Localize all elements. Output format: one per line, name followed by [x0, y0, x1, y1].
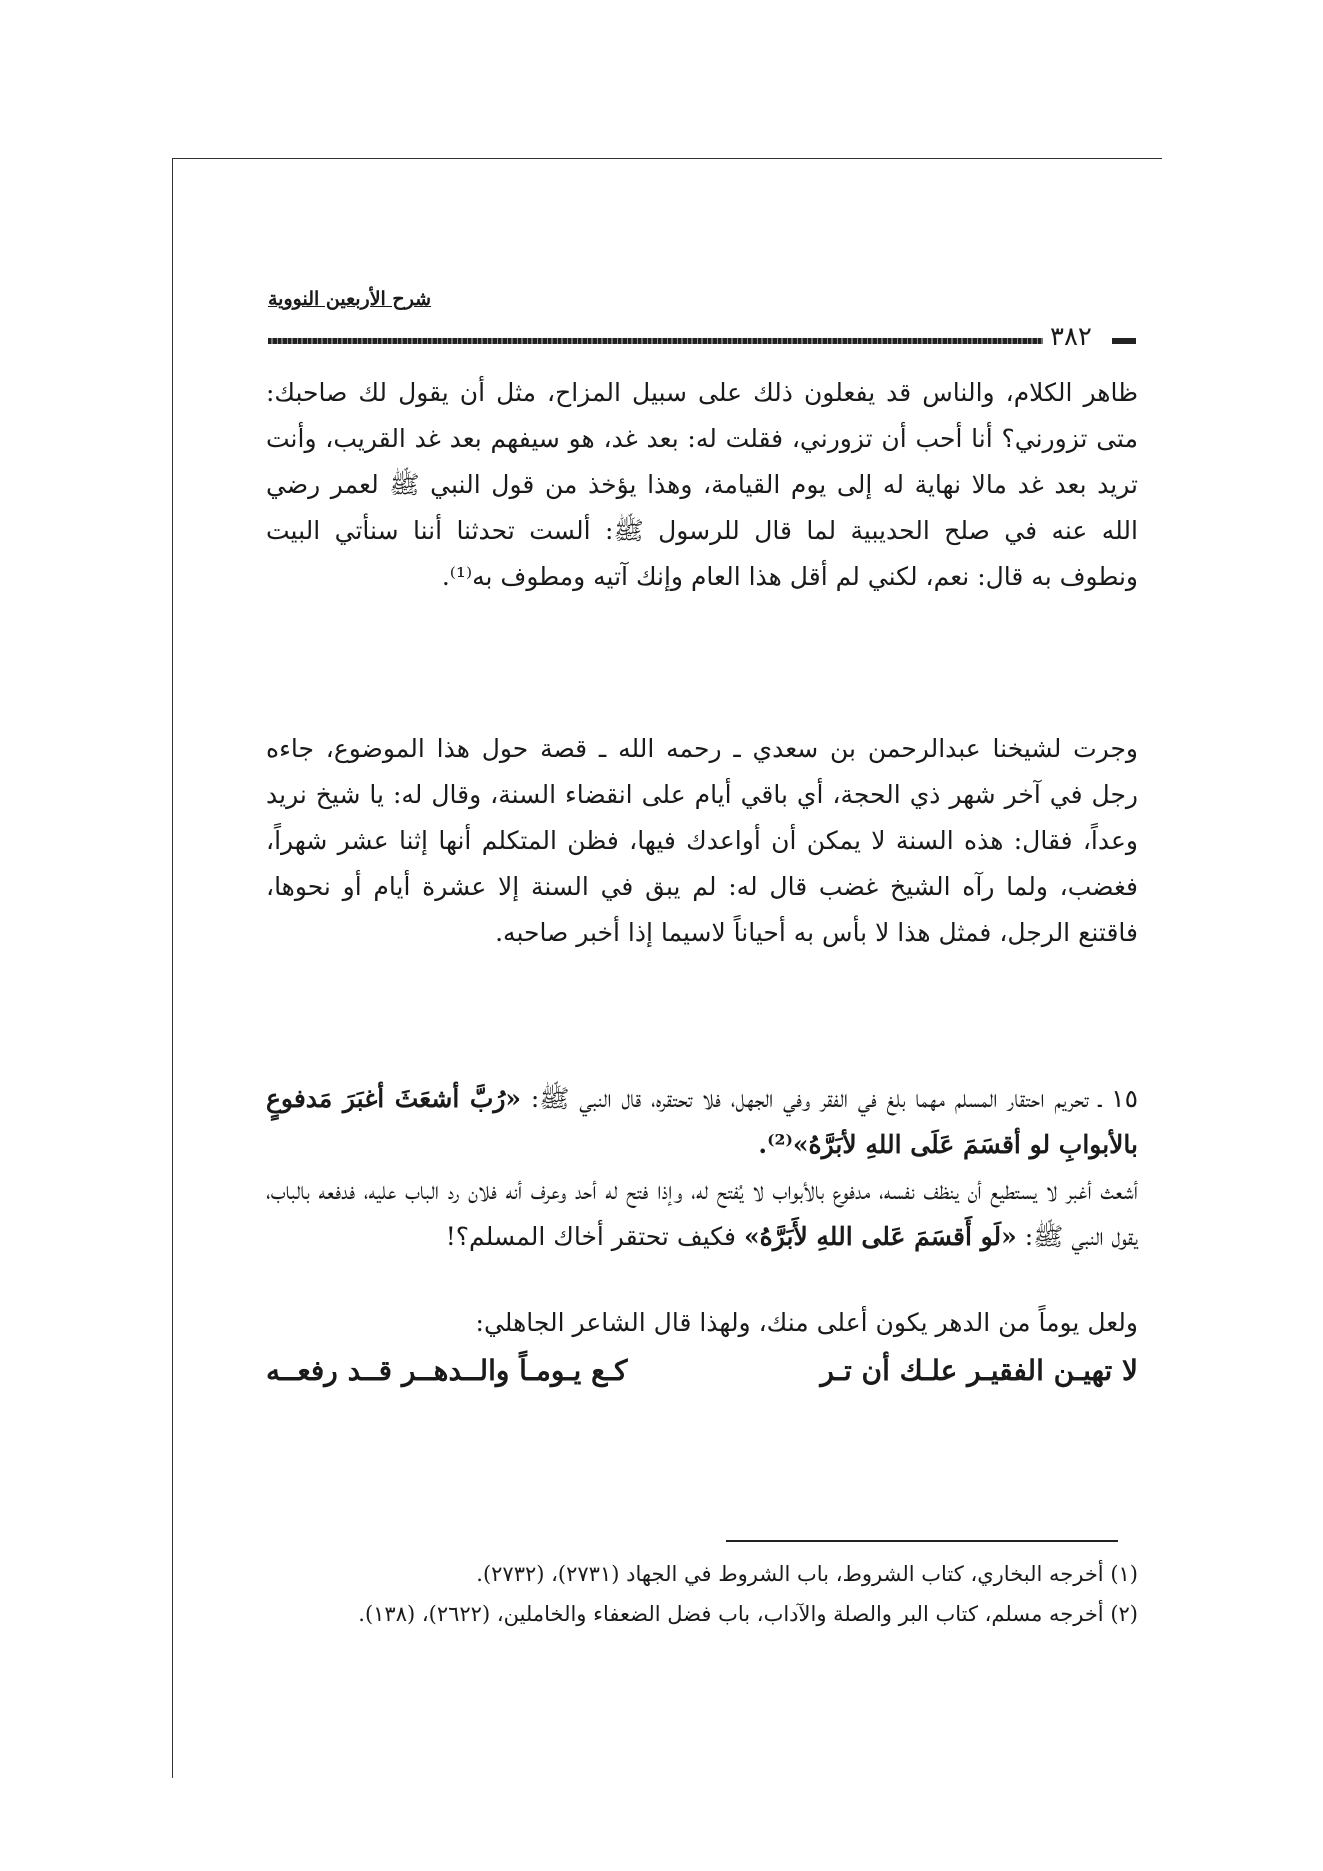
hadith-quote-1: «رُبَّ أشعَثَ أغبَرَ مَدفوعٍ بالأبوابِ لو أقسَمَ عَلَى اللهِ لأبَرَّهُ»⁽²⁾.: [266, 1084, 1138, 1159]
paragraph-2: [266, 726, 1138, 956]
paragraph-4-suffix: فكيف تحتقر أخاك المسلم؟!: [445, 1222, 737, 1251]
verse-second-hemistich: كـع يـومـاً والــدهــر قــد رفعــه: [266, 1354, 628, 1387]
paragraph-1: [266, 370, 1138, 600]
poetry-verse: [266, 1354, 1138, 1387]
crop-line-top: [172, 158, 1162, 159]
header-rule-end: [1112, 338, 1136, 344]
paragraph-3-text: ١٥ ـ تحريم احتقار المسلم مهما بلغ في الفقر وفي الجهل، فلا تحتقره، قال النبي ﷺ:: [530, 1084, 1139, 1113]
footnote-2: (٢) أخرجه مسلم، كتاب البر والصلة والآداب، باب فضل الضعفاء والخاملين، (٢٦٢٢)، (١٣٨).: [358, 1602, 1138, 1626]
verse-first-hemistich: لا تهيـن الفقيـر علـك أن تـر: [820, 1354, 1138, 1387]
footnotes: [260, 1554, 1138, 1634]
hadith-quote-2: «لَو أَقسَمَ عَلى اللهِ لأَبَرَّهُ»: [743, 1222, 1017, 1251]
page-number: ٣٨٢: [1050, 322, 1092, 352]
paragraph-1-text: ظاهر الكلام، والناس قد يفعلون ذلك على سبيل المزاح، مثل أن يقول لك صاحبك: متى تزورني؟ أنا أحب أن تزورني، فقلت له: بعد غد، هو سيفهم بعد غد القريب، وأنت تريد بعد غد مالا نهاية له إلى يوم القيامة، وهذا يؤخذ من قول النبي ﷺ لعمر رضي الله عنه في صلح الحديبية لما قال للرسول ﷺ: ألست تحدثنا أننا سنأتي البيت ونطوف به قال: نعم، لكني لم أقل هذا العام وإنك آتيه ومطوف به⁽¹⁾.: [266, 378, 1138, 591]
paragraph-5: [266, 1300, 1138, 1346]
paragraph-3: [266, 1076, 1138, 1168]
running-header-title: شرح الأربعين النووية: [268, 288, 432, 310]
footnote-separator: [726, 1540, 1118, 1542]
crop-line-left: [172, 158, 173, 1778]
footnote-1: (١) أخرجه البخاري، كتاب الشروط، باب الشروط في الجهاد (٢٧٣١)، (٢٧٣٢).: [476, 1562, 1138, 1586]
paragraph-4: [266, 1168, 1138, 1260]
paragraph-4-text: أشعث أغبر لا يستطيع أن ينظف نفسه، مدفوع بالأبواب لا يُفتح له، وإذا فتح له أحد وعرف أنه فلان رد الباب عليه، فدفعه بالباب، يقول النبي ﷺ:: [266, 1176, 1138, 1251]
paragraph-2-text: وجرت لشيخنا عبدالرحمن بن سعدي ـ رحمه الله ـ قصة حول هذا الموضوع، جاءه رجل في آخر شهر ذي الحجة، أي باقي أيام على انقضاء السنة، وقال له: يا شيخ نريد وعداً، فقال: هذه السنة لا يمكن أن أواعدك فيها، فظن المتكلم أنها إثنا عشر شهراً، فغضب، ولما رآه الشيخ غضب قال له: لم يبق في السنة إلا عشرة أيام أو نحوها، فاقتنع الرجل، فمثل هذا لا بأس به أحياناً لاسيما إذا أخبر صاحبه.: [266, 734, 1138, 947]
paragraph-5-text: ولعل يوماً من الدهر يكون أعلى منك، ولهذا قال الشاعر الجاهلي:: [475, 1308, 1138, 1337]
header-rule: [268, 338, 1043, 344]
